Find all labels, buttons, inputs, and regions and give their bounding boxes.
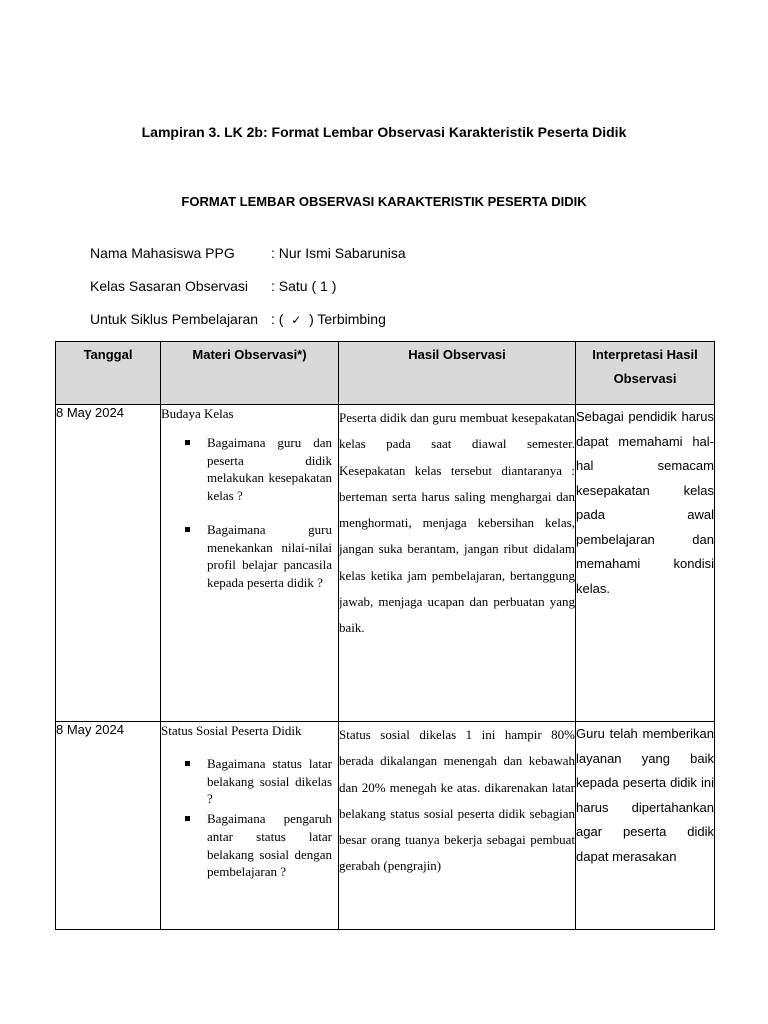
form-heading: FORMAT LEMBAR OBSERVASI KARAKTERISTIK PESERTA DIDIK [181,194,587,209]
material-title: Budaya Kelas [161,406,234,421]
table-header-row [56,342,715,405]
table-row [56,722,715,930]
observation-result: Status sosial dikelas 1 ini hampir 80% berada dikalangan menengah dan kebawah dan 20% menegah ke atas. dikarenakan latar belakang status sosial peserta didik sebagian besar orang tuanya bekerja sebagai pembuat gerabah (pengrajin) [339,722,576,930]
observation-date: 8 May 2024 [56,405,161,722]
page-heading: Lampiran 3. LK 2b: Format Lembar Observasi Karakteristik Peserta Didik [141,124,627,140]
header-date: Tanggal [56,342,161,405]
table-row [56,405,715,722]
student-name-value: : Nur Ismi Sabarunisa [271,245,406,261]
student-name-row [90,245,406,278]
target-class-label: Kelas Sasaran Observasi [90,278,248,294]
result-interpretation: Guru telah memberikan layanan yang baik kepada peserta didik ini harus dipertahankan agar peserta didik dapat merasakan [576,722,715,930]
material-question-list [161,755,338,881]
observation-result: Peserta didik dan guru membuat kesepakatan kelas pada saat diawal semester. Kesepakatan kelas tersebut diantaranya : berteman serta harus saling menghargai dan menghormati, menjaga kebersihan kelas, jangan suka berantam, jangan ribut didalam kelas ketika jam pembelajaran, bertanggung jawab, menjaga ucapan dan perbuatan yang baik. [339,405,576,722]
learning-cycle-row [90,311,406,344]
checkmark-icon: ✓ [291,313,302,327]
observation-material [161,722,339,930]
learning-cycle-value: ) Terbimbing [309,311,386,327]
learning-cycle-label: Untuk Siklus Pembelajaran [90,311,259,327]
learning-cycle-prefix: : ( [271,311,284,327]
observer-info [90,245,406,344]
observation-date: 8 May 2024 [56,722,161,930]
header-hasil: Hasil Observasi [339,342,576,405]
header-materi: Materi Observasi*) [161,342,339,405]
material-question: Bagaimana guru dan peserta didik melakukan kesepakatan kelas ? [161,434,338,505]
student-name-label: Nama Mahasiswa PPG [90,245,235,261]
material-question-list [161,434,338,592]
observation-material [161,405,339,722]
material-question: Bagaimana guru menekankan nilai-nilai profil belajar pancasila kepada peserta didik ? [161,521,338,592]
target-class-value: : Satu ( 1 ) [271,278,337,294]
material-title: Status Sosial Peserta Didik [161,723,302,738]
material-question: Bagaimana pengaruh antar status latar belakang sosial dengan pembelajaran ? [161,810,338,881]
material-question: Bagaimana status latar belakang sosial dikelas ? [161,755,338,808]
result-interpretation: Sebagai pendidik harus dapat memahami hal-hal semacam kesepakatan kelas pada awal pembelajaran dan memahami kondisi kelas. [576,405,715,722]
target-class-row [90,278,406,311]
observation-table [55,341,715,930]
header-interpretasi: Interpretasi Hasil Observasi [576,342,715,405]
